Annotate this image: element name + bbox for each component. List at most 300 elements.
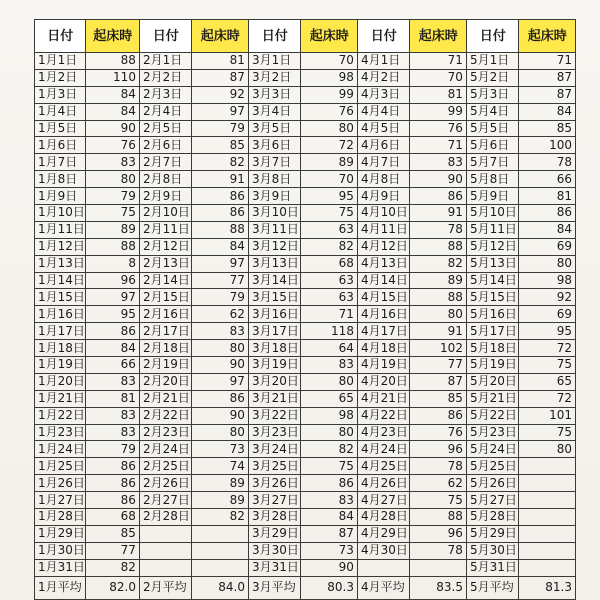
table-row <box>35 458 576 475</box>
wake-time-cell <box>192 559 249 576</box>
date-cell: 2月6日 <box>139 137 191 154</box>
date-cell: 2月20日 <box>139 373 191 390</box>
date-cell: 4月9日 <box>357 188 409 205</box>
wake-time-cell <box>519 525 576 542</box>
wake-time-cell: 86 <box>192 188 249 205</box>
date-cell: 2月9日 <box>139 188 191 205</box>
wake-time-cell: 81 <box>519 188 576 205</box>
table-row <box>35 357 576 374</box>
wake-time-cell: 75 <box>86 205 139 222</box>
date-cell: 3月26日 <box>248 475 300 492</box>
wake-time-cell: 86 <box>301 475 358 492</box>
wake-time-cell: 66 <box>519 171 576 188</box>
table-row <box>35 407 576 424</box>
wake-time-cell: 69 <box>519 306 576 323</box>
wake-time-cell: 70 <box>301 53 358 70</box>
wake-time-cell: 79 <box>86 188 139 205</box>
table-row <box>35 559 576 576</box>
date-cell: 1月23日 <box>35 424 86 441</box>
date-cell: 5月10日 <box>466 205 518 222</box>
wake-time-cell: 91 <box>192 171 249 188</box>
date-cell: 5月8日 <box>466 171 518 188</box>
wake-time-cell: 80 <box>192 424 249 441</box>
wake-time-cell: 89 <box>86 221 139 238</box>
wake-time-cell <box>410 559 467 576</box>
date-cell: 4月12日 <box>357 238 409 255</box>
wake-time-cell: 62 <box>410 475 467 492</box>
wake-time-column-header: 起床時 <box>192 20 249 53</box>
date-cell: 1月12日 <box>35 238 86 255</box>
table-row <box>35 424 576 441</box>
date-cell: 3月20日 <box>248 373 300 390</box>
date-cell: 2月19日 <box>139 357 191 374</box>
date-cell: 2月1日 <box>139 53 191 70</box>
date-cell: 2月2日 <box>139 69 191 86</box>
wake-time-cell: 80 <box>301 424 358 441</box>
date-cell: 1月6日 <box>35 137 86 154</box>
date-cell: 2月11日 <box>139 221 191 238</box>
date-cell: 4月17日 <box>357 323 409 340</box>
date-cell: 5月21日 <box>466 390 518 407</box>
date-cell: 4月5日 <box>357 120 409 137</box>
wake-time-cell: 75 <box>410 492 467 509</box>
table-row <box>35 171 576 188</box>
wake-time-cell: 84 <box>519 221 576 238</box>
date-cell <box>357 559 409 576</box>
date-column-header: 日付 <box>466 20 518 53</box>
date-cell: 2月4日 <box>139 103 191 120</box>
date-cell: 4月21日 <box>357 390 409 407</box>
date-cell: 3月10日 <box>248 205 300 222</box>
wake-time-cell: 83 <box>410 154 467 171</box>
wake-time-cell: 99 <box>410 103 467 120</box>
date-cell: 1月30日 <box>35 542 86 559</box>
wake-time-column-header: 起床時 <box>410 20 467 53</box>
date-cell: 5月29日 <box>466 525 518 542</box>
wake-time-cell: 77 <box>86 542 139 559</box>
date-cell: 3月27日 <box>248 492 300 509</box>
date-cell: 3月12日 <box>248 238 300 255</box>
date-cell: 1月16日 <box>35 306 86 323</box>
wake-time-cell <box>192 542 249 559</box>
wake-time-cell: 88 <box>192 221 249 238</box>
date-cell: 5月16日 <box>466 306 518 323</box>
date-cell: 3月19日 <box>248 357 300 374</box>
date-cell: 1月17日 <box>35 323 86 340</box>
table-row <box>35 188 576 205</box>
wake-time-cell: 76 <box>410 424 467 441</box>
wake-time-cell: 77 <box>192 272 249 289</box>
wake-time-cell: 82 <box>301 238 358 255</box>
wake-time-cell: 86 <box>519 205 576 222</box>
wake-time-cell: 79 <box>86 441 139 458</box>
wake-time-cell: 88 <box>410 238 467 255</box>
wake-time-cell: 97 <box>192 373 249 390</box>
wake-time-cell: 92 <box>519 289 576 306</box>
date-cell: 3月28日 <box>248 509 300 526</box>
date-cell: 3月24日 <box>248 441 300 458</box>
date-cell: 4月4日 <box>357 103 409 120</box>
date-cell: 4月7日 <box>357 154 409 171</box>
wake-time-cell <box>519 475 576 492</box>
date-cell: 4月6日 <box>357 137 409 154</box>
date-cell: 3月11日 <box>248 221 300 238</box>
wake-time-cell: 80 <box>301 120 358 137</box>
date-cell: 3月18日 <box>248 340 300 357</box>
wake-time-cell: 75 <box>519 424 576 441</box>
date-cell: 4月3日 <box>357 86 409 103</box>
date-cell: 5月3日 <box>466 86 518 103</box>
wake-time-cell: 96 <box>410 441 467 458</box>
wake-time-cell: 75 <box>519 357 576 374</box>
date-cell: 5月24日 <box>466 441 518 458</box>
wake-time-cell: 78 <box>410 542 467 559</box>
date-cell: 3月9日 <box>248 188 300 205</box>
wake-time-cell: 89 <box>192 492 249 509</box>
wake-time-cell: 66 <box>86 357 139 374</box>
wake-time-cell: 86 <box>86 475 139 492</box>
date-cell: 1月24日 <box>35 441 86 458</box>
wake-time-cell: 83 <box>301 357 358 374</box>
wake-time-cell: 72 <box>519 340 576 357</box>
wake-time-cell: 89 <box>410 272 467 289</box>
wake-time-cell: 86 <box>86 458 139 475</box>
wake-time-cell: 88 <box>86 53 139 70</box>
date-cell: 1月8日 <box>35 171 86 188</box>
wake-time-cell: 70 <box>410 69 467 86</box>
average-label-cell: 2月平均 <box>139 576 191 599</box>
wake-time-cell: 96 <box>86 272 139 289</box>
table-body <box>35 20 576 600</box>
date-cell: 5月14日 <box>466 272 518 289</box>
table-row <box>35 306 576 323</box>
table-row <box>35 509 576 526</box>
wake-time-cell: 80 <box>410 306 467 323</box>
wake-time-cell: 79 <box>192 289 249 306</box>
wake-time-cell: 97 <box>192 103 249 120</box>
wake-time-cell: 82 <box>410 255 467 272</box>
wake-time-cell: 74 <box>192 458 249 475</box>
wake-time-cell: 95 <box>86 306 139 323</box>
date-column-header: 日付 <box>139 20 191 53</box>
wake-time-cell: 99 <box>301 86 358 103</box>
date-cell: 1月18日 <box>35 340 86 357</box>
table-row <box>35 475 576 492</box>
wake-time-cell: 77 <box>410 357 467 374</box>
table-row <box>35 542 576 559</box>
wake-time-cell: 63 <box>301 221 358 238</box>
date-cell: 4月25日 <box>357 458 409 475</box>
date-cell: 2月12日 <box>139 238 191 255</box>
date-cell: 2月21日 <box>139 390 191 407</box>
date-cell: 2月26日 <box>139 475 191 492</box>
wake-time-cell: 90 <box>301 559 358 576</box>
wake-time-cell: 90 <box>86 120 139 137</box>
wake-time-cell: 83 <box>301 492 358 509</box>
date-cell: 5月19日 <box>466 357 518 374</box>
date-cell: 3月30日 <box>248 542 300 559</box>
date-cell <box>139 559 191 576</box>
table-row <box>35 492 576 509</box>
date-cell: 5月6日 <box>466 137 518 154</box>
date-cell: 1月31日 <box>35 559 86 576</box>
table-row <box>35 255 576 272</box>
wake-time-cell: 80 <box>192 340 249 357</box>
date-cell: 2月18日 <box>139 340 191 357</box>
wake-time-cell: 71 <box>410 53 467 70</box>
wake-time-cell: 68 <box>86 509 139 526</box>
date-cell: 2月22日 <box>139 407 191 424</box>
average-label-cell: 3月平均 <box>248 576 300 599</box>
date-cell: 1月20日 <box>35 373 86 390</box>
wake-time-cell: 86 <box>410 407 467 424</box>
date-cell: 5月27日 <box>466 492 518 509</box>
wake-time-cell <box>519 492 576 509</box>
table-row <box>35 340 576 357</box>
wake-time-cell: 80 <box>519 255 576 272</box>
wake-time-column-header: 起床時 <box>86 20 139 53</box>
date-cell: 5月12日 <box>466 238 518 255</box>
wake-time-cell: 97 <box>192 255 249 272</box>
date-cell: 4月2日 <box>357 69 409 86</box>
date-cell: 4月14日 <box>357 272 409 289</box>
average-value-cell: 82.0 <box>86 576 139 599</box>
date-cell: 5月17日 <box>466 323 518 340</box>
wake-time-cell: 89 <box>192 475 249 492</box>
average-label-cell: 4月平均 <box>357 576 409 599</box>
wake-time-column-header: 起床時 <box>519 20 576 53</box>
wake-time-cell: 98 <box>301 69 358 86</box>
wake-time-cell: 91 <box>410 323 467 340</box>
table-row <box>35 53 576 70</box>
wake-time-cell: 63 <box>301 289 358 306</box>
average-value-cell: 84.0 <box>192 576 249 599</box>
average-value-cell: 83.5 <box>410 576 467 599</box>
wake-time-cell <box>519 509 576 526</box>
wake-time-cell: 91 <box>410 205 467 222</box>
average-label-cell: 1月平均 <box>35 576 86 599</box>
table-row <box>35 137 576 154</box>
wake-time-cell: 85 <box>192 137 249 154</box>
date-column-header: 日付 <box>248 20 300 53</box>
wake-time-cell: 86 <box>192 205 249 222</box>
wake-time-cell: 80 <box>519 441 576 458</box>
date-cell: 1月5日 <box>35 120 86 137</box>
date-cell: 3月1日 <box>248 53 300 70</box>
wake-time-log-table <box>34 19 576 600</box>
date-cell: 2月24日 <box>139 441 191 458</box>
average-value-cell: 80.3 <box>301 576 358 599</box>
date-cell: 2月10日 <box>139 205 191 222</box>
date-cell: 4月13日 <box>357 255 409 272</box>
date-cell: 5月31日 <box>466 559 518 576</box>
table-row <box>35 238 576 255</box>
date-cell: 1月27日 <box>35 492 86 509</box>
wake-time-cell: 78 <box>410 458 467 475</box>
date-cell: 2月25日 <box>139 458 191 475</box>
date-cell <box>139 542 191 559</box>
date-cell: 3月7日 <box>248 154 300 171</box>
wake-time-cell: 92 <box>192 86 249 103</box>
date-cell: 1月29日 <box>35 525 86 542</box>
date-cell: 5月2日 <box>466 69 518 86</box>
wake-time-cell: 76 <box>410 120 467 137</box>
wake-time-cell <box>519 559 576 576</box>
wake-time-cell: 95 <box>519 323 576 340</box>
wake-time-cell: 88 <box>86 238 139 255</box>
date-cell: 3月25日 <box>248 458 300 475</box>
header-row <box>35 20 576 53</box>
wake-time-cell <box>192 525 249 542</box>
wake-time-cell: 97 <box>86 289 139 306</box>
date-cell: 5月28日 <box>466 509 518 526</box>
date-cell: 5月9日 <box>466 188 518 205</box>
wake-time-cell: 69 <box>519 238 576 255</box>
date-cell: 2月7日 <box>139 154 191 171</box>
wake-time-cell: 62 <box>192 306 249 323</box>
date-cell: 1月10日 <box>35 205 86 222</box>
wake-time-cell: 65 <box>301 390 358 407</box>
date-cell: 4月19日 <box>357 357 409 374</box>
date-cell: 1月21日 <box>35 390 86 407</box>
table-row <box>35 525 576 542</box>
date-cell: 4月28日 <box>357 509 409 526</box>
wake-time-cell: 76 <box>301 103 358 120</box>
wake-time-cell: 86 <box>86 492 139 509</box>
date-cell <box>139 525 191 542</box>
date-cell: 3月22日 <box>248 407 300 424</box>
date-cell: 5月11日 <box>466 221 518 238</box>
date-cell: 1月26日 <box>35 475 86 492</box>
date-cell: 1月11日 <box>35 221 86 238</box>
date-cell: 1月14日 <box>35 272 86 289</box>
wake-time-cell: 64 <box>301 340 358 357</box>
table-row <box>35 103 576 120</box>
wake-time-cell: 84 <box>86 86 139 103</box>
date-cell: 1月3日 <box>35 86 86 103</box>
date-cell: 1月19日 <box>35 357 86 374</box>
wake-time-cell: 87 <box>301 525 358 542</box>
wake-time-cell: 89 <box>301 154 358 171</box>
date-cell: 5月22日 <box>466 407 518 424</box>
wake-time-cell: 84 <box>519 103 576 120</box>
date-cell: 5月13日 <box>466 255 518 272</box>
table-row <box>35 69 576 86</box>
wake-time-cell: 84 <box>86 340 139 357</box>
date-cell: 3月29日 <box>248 525 300 542</box>
wake-time-cell: 98 <box>519 272 576 289</box>
wake-time-cell: 72 <box>519 390 576 407</box>
wake-time-cell: 101 <box>519 407 576 424</box>
table-row <box>35 221 576 238</box>
date-cell: 4月20日 <box>357 373 409 390</box>
date-column-header: 日付 <box>35 20 86 53</box>
date-cell: 2月17日 <box>139 323 191 340</box>
wake-time-column-header: 起床時 <box>301 20 358 53</box>
date-cell: 2月23日 <box>139 424 191 441</box>
average-value-cell: 81.3 <box>519 576 576 599</box>
table-row <box>35 272 576 289</box>
wake-time-cell: 85 <box>86 525 139 542</box>
average-label-cell: 5月平均 <box>466 576 518 599</box>
wake-time-cell: 96 <box>410 525 467 542</box>
wake-time-cell: 83 <box>86 424 139 441</box>
date-cell: 1月28日 <box>35 509 86 526</box>
wake-time-cell: 86 <box>410 188 467 205</box>
date-cell: 4月18日 <box>357 340 409 357</box>
wake-time-cell: 85 <box>410 390 467 407</box>
wake-time-cell: 118 <box>301 323 358 340</box>
date-cell: 3月31日 <box>248 559 300 576</box>
date-cell: 1月7日 <box>35 154 86 171</box>
date-cell: 2月13日 <box>139 255 191 272</box>
date-cell: 5月4日 <box>466 103 518 120</box>
wake-time-cell: 72 <box>301 137 358 154</box>
date-cell: 3月17日 <box>248 323 300 340</box>
wake-time-cell: 81 <box>192 53 249 70</box>
date-cell: 2月16日 <box>139 306 191 323</box>
wake-time-cell: 78 <box>519 154 576 171</box>
wake-time-cell: 8 <box>86 255 139 272</box>
date-cell: 5月1日 <box>466 53 518 70</box>
wake-time-cell: 86 <box>192 390 249 407</box>
wake-time-cell: 100 <box>519 137 576 154</box>
date-cell: 5月20日 <box>466 373 518 390</box>
wake-time-cell: 81 <box>410 86 467 103</box>
date-cell: 1月4日 <box>35 103 86 120</box>
date-cell: 1月13日 <box>35 255 86 272</box>
wake-time-cell: 81 <box>86 390 139 407</box>
table-row <box>35 390 576 407</box>
date-cell: 1月22日 <box>35 407 86 424</box>
wake-time-cell: 82 <box>86 559 139 576</box>
wake-time-cell: 84 <box>301 509 358 526</box>
table-row <box>35 154 576 171</box>
wake-time-cell: 63 <box>301 272 358 289</box>
date-cell: 4月23日 <box>357 424 409 441</box>
wake-time-cell: 83 <box>192 323 249 340</box>
wake-time-cell: 95 <box>301 188 358 205</box>
date-cell: 5月7日 <box>466 154 518 171</box>
table-row <box>35 441 576 458</box>
date-cell: 5月25日 <box>466 458 518 475</box>
wake-time-cell: 88 <box>410 509 467 526</box>
date-cell: 4月1日 <box>357 53 409 70</box>
wake-time-cell: 65 <box>519 373 576 390</box>
date-cell: 3月2日 <box>248 69 300 86</box>
date-cell: 3月5日 <box>248 120 300 137</box>
date-cell: 5月5日 <box>466 120 518 137</box>
date-cell: 3月16日 <box>248 306 300 323</box>
wake-time-cell: 71 <box>301 306 358 323</box>
date-cell: 3月23日 <box>248 424 300 441</box>
date-cell: 4月15日 <box>357 289 409 306</box>
date-cell: 1月9日 <box>35 188 86 205</box>
wake-time-cell: 87 <box>410 373 467 390</box>
date-cell: 5月30日 <box>466 542 518 559</box>
date-column-header: 日付 <box>357 20 409 53</box>
wake-time-cell: 110 <box>86 69 139 86</box>
wake-time-cell: 85 <box>519 120 576 137</box>
table-row <box>35 120 576 137</box>
date-cell: 2月27日 <box>139 492 191 509</box>
table-row <box>35 205 576 222</box>
date-cell: 2月15日 <box>139 289 191 306</box>
date-cell: 2月8日 <box>139 171 191 188</box>
date-cell: 4月26日 <box>357 475 409 492</box>
date-cell: 4月24日 <box>357 441 409 458</box>
date-cell: 5月26日 <box>466 475 518 492</box>
